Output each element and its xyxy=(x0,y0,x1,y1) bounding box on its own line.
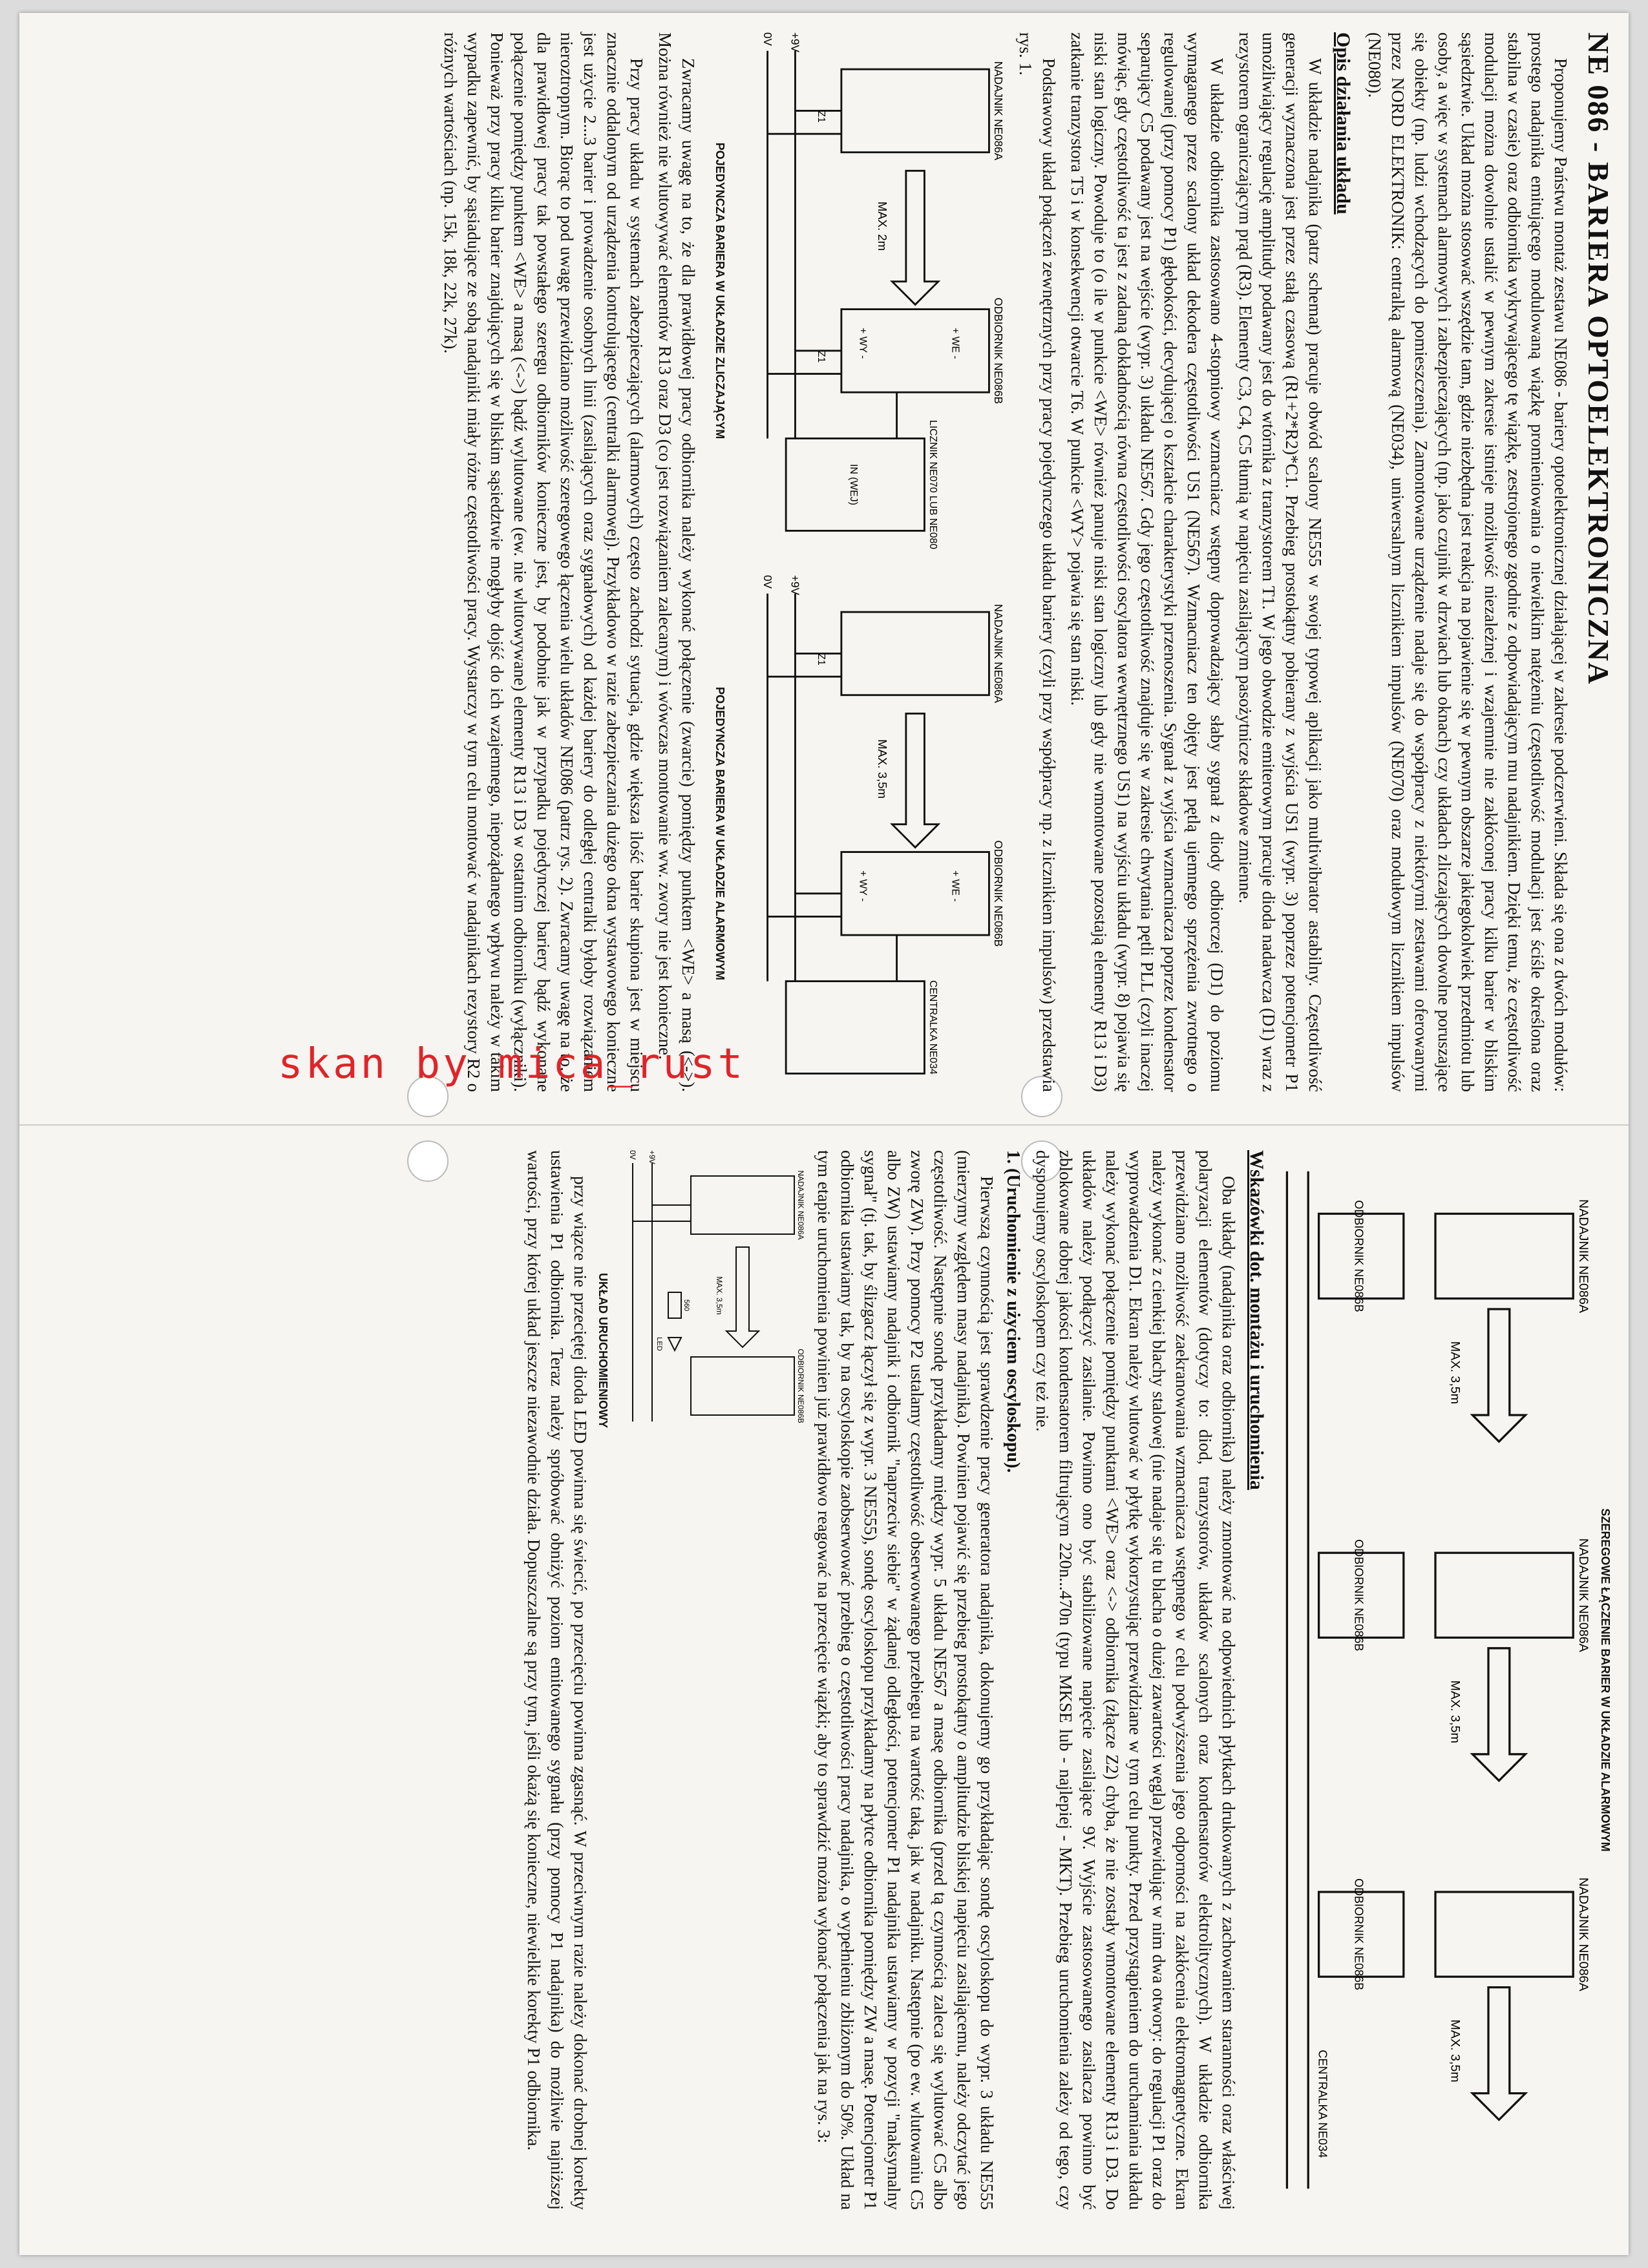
paragraph: Zwracamy uwagę na to, że dla prawidłowej pracy odbiornika należy wykonać połączenie (zwarcie) pomiędzy punktem <WE> a masą (<->). Można również nie wlutowywać elementów R13 oraz D3 (co jest rozwiązaniem zalecanym) i wówczas montowanie ww. zwory nie jest konieczne. xyxy=(655,32,699,1092)
paragraph: Podstawowy układ połączeń zewnętrznych przy pracy pojedynczego układu bariery (czyli przy współpracy np. z licznikiem impulsów) przedstawia rys. 1. xyxy=(1016,32,1059,1092)
rx-label: ODBIORNIK NE086B xyxy=(1352,1539,1366,1652)
we-label: + WE - xyxy=(949,870,961,902)
we-label: + WE - xyxy=(949,328,961,359)
transmitter-box xyxy=(841,612,989,695)
paragraph: W układzie nadajnika (patrz schemat) pracuje obwód scalony NE555 w swojej typowej aplikacji jako multiwibrator astabilny. Częstotliwość generacji wyznaczona jest przez stałą czasową (R1+2*R2)*C1. Przebieg prostokątny pobierany z wyjścia US1 (wypr. 3) poprzez potencjometr P1 umożliwiający regulację amplitudy podawany jest do wtórnika z tranzystorem T1. W jego obwodzie emiterowym pracuje dioda nadawcza (D1) wraz z rezystorem ograniczającym prąd (R3). Elementy C3, C4, C5 tłumią w napięciu zasilającym pasożytnicze składowe zmienne. xyxy=(1236,32,1325,1092)
figures-row xyxy=(709,32,1008,1092)
left-page xyxy=(45,32,1616,1092)
zero-label: 0V xyxy=(628,1150,637,1160)
right-page xyxy=(45,1150,1616,2210)
resistor-symbol xyxy=(668,1292,681,1318)
beam-arrow xyxy=(892,171,938,304)
transmitter-box xyxy=(841,69,989,152)
tx-label: NADAJNIK NE086A xyxy=(992,61,1006,161)
z1-label: Z1 xyxy=(816,110,827,123)
figure-4-svg xyxy=(613,1150,807,1551)
paragraph: W układzie odbiornika zastosowano 4-stopniowy wzmacniacz wstępny doprowadzający słaby sygnał z diody odbiorczej (D1) do poziomu wymaganego przez scalony układ dekodera częstotliwości US1 (NE567). Wzmacniacz ten objęty jest pętlą ujemnego sprzężenia zwrotnego o regulowanej (przy pomocy P1) głębokości, decydującej o kształcie charakterystyki przenoszenia. Sygnał z wyjścia wzmacniacza poprzez kondensator separujący C5 podawany jest na wejście (wypr. 3) układu NE567. Gdy jego częstotliwość znajduje się w zakresie chwytania pętli PLL (czyli inaczej mówiąc, gdy częstotliwość ta jest z zadaną dokładnością równa częstotliwości oscylatora wewnętrznego US1) na wyjściu układu (wypr. 8) pojawia się niski stan logiczny. Powoduje to (o ile w punkcie <WE> również panuje niski stan logiczny lub gdy nie wmontowane pozostają elementy R13 i D3) zatkanie tranzystora T5 i w konsekwencji otwarcie T6. W punkcie <WY> pojawia się stan niski. xyxy=(1068,32,1227,1092)
rx-label: ODBIORNIK NE086B xyxy=(796,1349,805,1423)
figure-1-caption: POJEDYNCZA BARIERA W UKŁADZIE ZLICZAJĄCYM xyxy=(713,142,727,439)
counter-label: LICZNIK NE070 LUB NE080 xyxy=(927,420,939,549)
tx-label: NADAJNIK NE086A xyxy=(796,1170,805,1240)
intro-paragraph: Proponujemy Państwu montaż zestawu NE086 - bariery optoelektronicznej działającej w zakresie podczerwieni. Składa się ona z dwóch modułów: prostego nadajnika emitującego modulowaną wiązkę promieniowania o niewielkim natężeniu (częstotliwość modulacji jest ściśle określona oraz stabilna w czasie) oraz odbiornika wykrywającego tę wiązkę, zestrojonego zgodnie z odpowiadającym mu nadajnikiem. Dzięki temu, że częstotliwość modulacji można dowolnie ustalić w pewnym zakresie istnieje możliwość niezależnej i wzajemnie nie zakłóconej pracy kilku barier w bliskim sąsiedztwie. Układ można stosować wszędzie tam, gdzie niezbędna jest reakcja na pojawienie się w pewnym obszarze jakiegokolwiek przedmiotu lub osoby, a więc w systemach alarmowych i zabezpieczających (np. jako czujnik w drzwiach lub oknach) czy układach zliczających dowolne poruszające się obiekty (np. ludzi wchodzących do pomieszczenia). Zamontowane urządzenie nadaje się do współpracy z niektórymi zestawami oferowanymi przez NORD ELEKTRONIK: centralką alarmową (NE034), uniwersalnym licznikiem impulsów (NE070) oraz modułowym licznikiem impulsów (NE080). xyxy=(1365,32,1570,1092)
distance-label: MAX. 3,5m xyxy=(1448,1680,1463,1743)
rx-label: ODBIORNIK NE086B xyxy=(1352,1200,1366,1312)
fold-line xyxy=(19,1124,1629,1126)
distance-label: MAX. 3,5m xyxy=(715,1276,724,1315)
figure-1-svg xyxy=(730,32,1008,549)
figure-4-caption: UKŁAD URUCHOMIENIOWY xyxy=(597,1273,609,1428)
rx-label: ODBIORNIK NE086B xyxy=(992,840,1006,947)
section-title: Wskazówki dot. montażu i uruchomienia xyxy=(1246,1150,1267,1490)
figure-2-svg xyxy=(730,575,1008,1092)
figure-2 xyxy=(709,575,1008,1092)
figure-3 xyxy=(1276,1150,1612,2210)
led-label: LED xyxy=(655,1337,663,1351)
rx-label: ODBIORNIK NE086B xyxy=(992,297,1006,404)
wy-label: + WY - xyxy=(857,870,869,902)
wy-label: + WY - xyxy=(857,328,869,359)
paragraph: Przy pracy układu w systemach zabezpieczających (alarmowych) często zachodzi sytuacja, gdzie większa ilość barier skupiona jest w miejscu znacznie oddalonym od urządzenia kontrolującego (centralki alarmowej). Przykładowo w razie zabezpieczania dużego okna wystawowego konieczne jest użycie 2...3 barier i prowadzenie osobnych linii (zasilających oraz sygnałowych) od każdej bariery do odległej centralki byłoby rozwiązaniem nieroztropnym. Biorąc to pod uwagę przewidziano możliwość szeregowego łączenia wielu układów NE086 (patrz rys. 2). Zwracamy uwagę na to, że dla prawidłowej pracy tak powstałego szeregu odbiorników konieczne jest, by podobnie jak w przypadku pojedynczej bariery bądź wykonane połączenie pomiędzy punktem <WE> a masą (<->) bądź wylutowane (ew. nie wlutowywane) elementy R13 i D3 w ostatnim odbiorniku (wyłączniki). Ponieważ przy pracy kilku barier znajdujących się w bliskim sąsiedztwie mogłyby dojść do ich wzajemnego, niepożądanego wpływu należy w takim wypadku zapewnić, by sąsiadujące ze sobą nadajniki miały różne częstotliwości pracy. Wystarczy w tym celu montować w nadajnikach rezystory R2 o różnych wartościach (np. 15k, 18k, 22k, 27k). xyxy=(441,32,647,1092)
tx-label: NADAJNIK NE086A xyxy=(992,604,1006,704)
distance-label: MAX. 3,5m xyxy=(1448,1341,1463,1405)
zero-label: 0V xyxy=(761,575,774,589)
figure-2-caption: POJEDYNCZA BARIERA W UKŁADZIE ALARMOWYM xyxy=(713,687,727,980)
page-title: NE 086 - BARIERA OPTOELEKTRONICZNA xyxy=(1582,32,1615,686)
figure-4 xyxy=(596,1150,807,1551)
distance-label: MAX. 3,5m xyxy=(876,739,890,799)
plus9v-label: +9V xyxy=(648,1150,657,1164)
figure-3-caption: SZEREGOWE ŁĄCZENIE BARIER W UKŁADZIE ALARMOWYM xyxy=(1599,1508,1612,1852)
plus9v-label: +9V xyxy=(788,575,802,595)
rx-label: ODBIORNIK NE086B xyxy=(1352,1878,1366,1991)
beam-arrow xyxy=(892,713,938,847)
plus9v-label: +9V xyxy=(788,32,802,52)
figure-3-svg xyxy=(1276,1150,1594,2210)
central-box xyxy=(786,982,924,1074)
central-label: CENTRALKA NE034 xyxy=(1316,2050,1329,2158)
section-title: Opis działania układu xyxy=(1333,32,1354,215)
figure-1 xyxy=(709,32,1008,549)
z1-label: Z1 xyxy=(816,350,827,363)
counter-in-label: IN (WEJ) xyxy=(848,464,860,505)
tx-label: NADAJNIK NE086A xyxy=(1576,1538,1591,1652)
tx-label: NADAJNIK NE086A xyxy=(1576,1199,1591,1314)
led-symbol xyxy=(668,1338,681,1350)
z1-label: Z1 xyxy=(816,653,827,666)
paragraph: Pierwszą czynnością jest sprawdzenie pracy generatora nadajnika, dokonujemy go przykładając sondę oscyloskopu do wypr. 3 układu NE555 (mierzymy względem masy nadajnika). Powinien pojawić się przebieg prostokątny o amplitudzie bliskiej napięciu zasilającemu, należy odczytać jego częstotliwość. Następnie sondę przykładamy między wypr. 5 układu NE567 a masę odbiornika (przed tą czynnością zaleca się wylutować C5 albo zworę ZW). Przy pomocy P2 ustalamy częstotliwość obserwowanego przebiegu na wartość taką, jak w nadajniku. Następnie (po ew. wlutowaniu C5 albo ZW) ustawiamy nadajnik i odbiornik "naprzeciw siebie" w żądanej odległości, potencjometr P1 nadajnika ustawiamy w pozycji "maksymalny sygnał" (tj. tak, by ślizgacz łączył się z wypr. 3 NE555), sondę oscyloskopu przykładamy na płytce odbiornika pomiędzy ZW a masę. Potencjometr P1 odbiornika ustawiamy tak, by na oscyloskopie zaobserwować przebieg o częstotliwości pracy nadajnika, o wypełnieniu zbliżonym do 50%. Układ na tym etapie uruchomienia powinien już prawidłowo reagować na przecięcie wiązki; aby to sprawdzić można wykonać połączenia jak na rys. 3: xyxy=(814,1150,997,2210)
subsection-title: 1. (Uruchomienie z użyciem oscyloskopu). xyxy=(1003,1150,1023,1473)
central-label: CENTRALKA NE034 xyxy=(927,980,939,1075)
scan-watermark: skan by mica_rust xyxy=(278,1040,746,1088)
paragraph: przy wiązce nie przeciętej dioda LED powinna się świecić, po przecięciu powinna zgasnąć. W przeciwnym razie należy dokonać drobnej korekty ustawienia P1 odbiornika. Teraz należy spróbować obniżyć poziom emitowanego sygnału (przy pomocy P1 nadajnika) do możliwie najniższej wartości, przy której układ jeszcze niezawodnie działa. Dopuszczalne są przy tym, jeśli okażą się konieczne, niewielkie korekty P1 odbiornika. xyxy=(524,1150,590,2210)
distance-label: MAX. 3,5m xyxy=(1448,2019,1463,2083)
tx-label: NADAJNIK NE086A xyxy=(1576,1877,1591,1991)
scanned-sheet xyxy=(19,13,1629,2255)
distance-label: MAX. 2m xyxy=(876,201,890,251)
resistor-label: 560 xyxy=(682,1299,690,1312)
zero-label: 0V xyxy=(761,32,774,46)
paragraph: Oba układy (nadajnika oraz odbiornika) należy zmontować na odpowiednich płytkach drukowanych z zachowaniem staranności oraz właściwej polaryzacji elementów (dotyczy to: diod, tranzystorów, układów scalonych oraz kondensatorów elektrolitycznych). W układzie odbiornika przewidziano możliwość zaekranowania wzmacniacza wstępnego w celu podwyższenia jego odporności na zakłócenia elektromagnetyczne. Ekran należy wykonać z cienkiej blachy stalowej (nie nadaje się tu blacha o dużej zawartości węgla) przewidując w nim dwa otwory: do regulacji P1 oraz do wyprowadzenia D1. Ekran należy wlutować w płytkę wykorzystując przewidziane w tym celu punkty. Przed przystąpieniem do uruchamiania układu należy wykonać połączenie pomiędzy punktami <WE> oraz <-> odbiornika (złącze Z2) chyba, że nie zostały wmontowane elementy R13 i D3. Do układów należy podłączyć zasilanie. Powinno ono być stabilizowane napięcie zasilające 9V. Wyjście zastosowanego zasilacza powinno być zblokowane dobrej jakości kondensatorem filtrującym 220n...470n (typu MKSE lub - najlepiej - MKT). Przebieg uruchomienia zależy od tego, czy dysponujemy oscyloskopem czy też nie. xyxy=(1033,1150,1238,2210)
